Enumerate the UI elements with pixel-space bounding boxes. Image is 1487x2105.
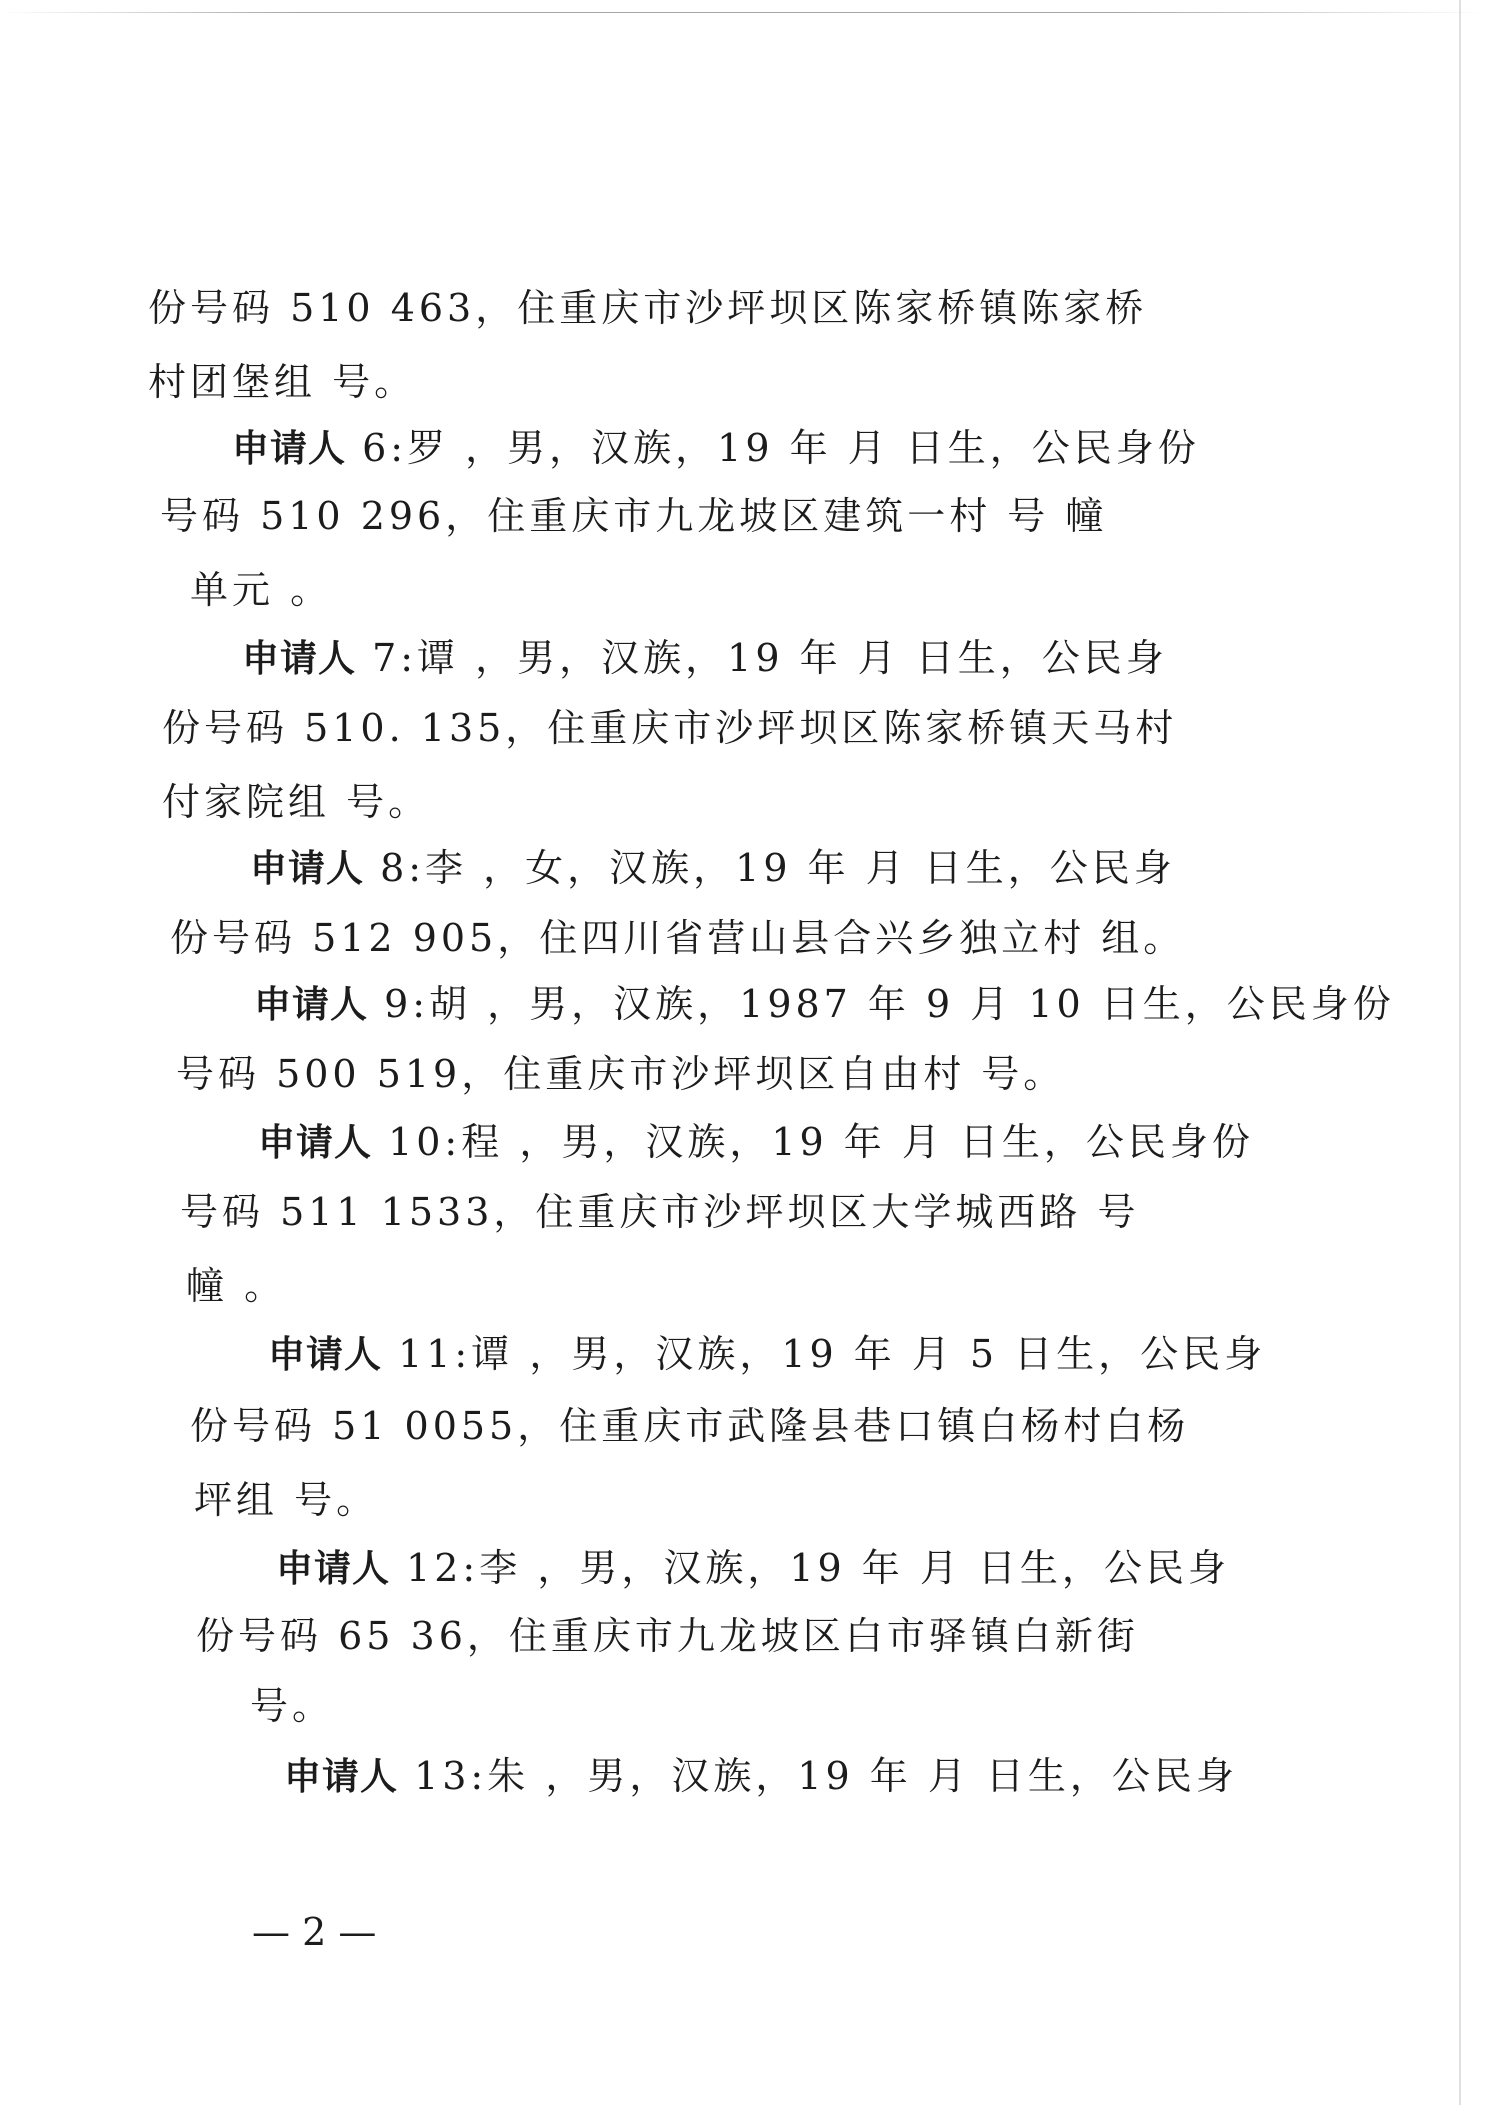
- applicant-label: 申请人: [284, 1755, 398, 1798]
- applicant-label: 申请人: [258, 1121, 372, 1164]
- document-line: [250, 1682, 334, 1730]
- line-text: 村团堡组 号。: [148, 360, 417, 404]
- line-text: 13:朱 ，男，汉族，19 年 月 日生，公民身: [398, 1754, 1238, 1798]
- line-text: 份号码 510 463，住重庆市沙坪坝区陈家桥镇陈家桥: [148, 286, 1148, 330]
- line-text: 号码 511 1533，住重庆市沙坪坝区大学城西路 号: [180, 1190, 1140, 1234]
- document-line: [232, 424, 1200, 473]
- line-text: 号码 510 296，住重庆市九龙坡区建筑一村 号 幢: [160, 494, 1108, 538]
- applicant-label: 申请人: [242, 637, 356, 680]
- line-text: 份号码 510. 135，住重庆市沙坪坝区陈家桥镇天马村: [162, 706, 1178, 750]
- line-text: 号。: [250, 1684, 335, 1728]
- line-text: 付家院组 号。: [162, 780, 431, 824]
- line-text: 12:李 ，男，汉族，19 年 月 日生，公民身: [390, 1546, 1230, 1590]
- applicant-label: 申请人: [254, 983, 368, 1026]
- line-text: 8:李 ，女，汉族，19 年 月 日生，公民身: [364, 846, 1176, 890]
- document-line: [162, 778, 430, 826]
- line-text: 份号码 65 36，住重庆市九龙坡区白市驿镇白新街: [196, 1614, 1139, 1658]
- document-line: [170, 914, 1185, 962]
- line-text: 11:谭 ，男，汉族，19 年 月 5 日生，公民身: [382, 1332, 1267, 1376]
- line-text: 9:胡 ，男，汉族，1987 年 9 月 10 日生，公民身份: [368, 982, 1395, 1026]
- document-line: [284, 1752, 1238, 1801]
- document-line: [160, 492, 1107, 540]
- document-line: [180, 1188, 1139, 1236]
- document-line: [148, 358, 416, 406]
- document-line: [258, 1118, 1254, 1167]
- document-line: [250, 844, 1176, 893]
- line-text: 幢 。: [186, 1264, 287, 1308]
- line-text: 份号码 512 905，住四川省营山县合兴乡独立村 组。: [170, 916, 1186, 960]
- document-line: [190, 1402, 1189, 1450]
- document-line: [276, 1544, 1230, 1593]
- line-text: 6:罗 ，男，汉族，19 年 月 日生，公民身份: [346, 426, 1200, 470]
- applicant-label: 申请人: [268, 1333, 382, 1376]
- document-line: [254, 980, 1395, 1029]
- applicant-label: 申请人: [276, 1547, 390, 1590]
- document-line: [196, 1612, 1139, 1660]
- document-line: [242, 634, 1168, 683]
- line-text: 号码 500 519，住重庆市沙坪坝区自由村 号。: [176, 1052, 1066, 1096]
- page-number: — 2 —: [252, 1910, 377, 1954]
- document-line: [194, 1476, 378, 1524]
- document-line: [176, 1050, 1065, 1098]
- line-text: 单元 。: [190, 568, 333, 612]
- applicant-label: 申请人: [250, 847, 364, 890]
- line-text: 坪组 号。: [194, 1478, 379, 1522]
- applicant-label: 申请人: [232, 427, 346, 470]
- line-text: 7:谭 ，男，汉族，19 年 月 日生，公民身: [356, 636, 1168, 680]
- line-text: 10:程 ，男，汉族，19 年 月 日生，公民身份: [372, 1120, 1254, 1164]
- document-line: [162, 704, 1177, 752]
- document-line: [190, 566, 332, 614]
- line-text: 份号码 51 0055，住重庆市武隆县巷口镇白杨村白杨: [190, 1404, 1190, 1448]
- document-line: [268, 1330, 1266, 1379]
- document-line: [186, 1262, 286, 1310]
- document-line: [148, 284, 1147, 332]
